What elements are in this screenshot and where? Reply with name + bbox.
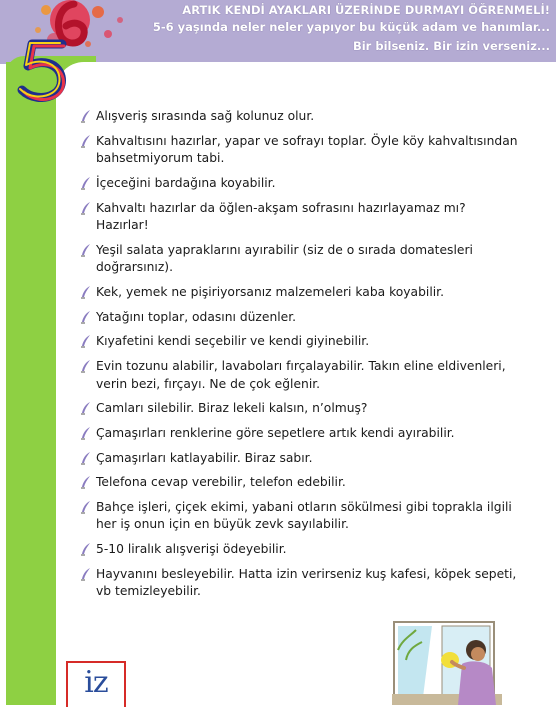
quill-pen-icon [80,176,92,190]
list-item-line2: vb temizleyebilir. [96,584,201,599]
list-item-line1: Telefona cevap verebilir, telefon edebilir. [96,475,346,490]
list-item [80,499,540,534]
logo-text: iz [84,665,108,700]
list-item-line1: Camları silebilir. Biraz lekeli kalsın, n’olmuş? [96,401,368,416]
list-item-line1: Kıyafetini kendi seçebilir ve kendi giyinebilir. [96,334,370,349]
list-item [80,425,540,443]
list-item-line1: Kek, yemek ne pişiriyorsanız malzemeleri kaba koyabilir. [96,284,444,299]
header-subtitle: 5-6 yaşında neler neler yapıyor bu küçük adam ve hanımlar... [152,20,550,34]
quill-pen-icon [80,451,92,465]
big-number-five [12,36,74,102]
list-item-line1: Alışveriş sırasında sağ kolunuz olur. [96,109,315,123]
quill-pen-icon [80,475,92,489]
quill-pen-icon [80,201,92,215]
quill-pen-icon [80,134,92,148]
quill-pen-icon [80,334,92,348]
quill-pen-icon [80,426,92,440]
list-item-line1: Kahvaltı hazırlar da öğlen-akşam sofrasını hazırlayamaz mı? [96,200,466,215]
list-item-line2: Hazırlar! [96,218,149,233]
list-item [80,242,540,277]
quill-pen-icon [80,401,92,415]
list-item-line2: her iş onun için en büyük zevk sayılabilir. [96,517,349,532]
quill-pen-icon [80,542,92,556]
list-item-line2: verin bezi, fırçayı. Ne de çok eğlenir. [96,376,321,391]
quill-pen-icon [80,567,92,581]
list-item [80,541,540,559]
list-item [80,284,540,302]
list-item-line2: bahsetmiyorum tabi. [96,151,225,166]
quill-pen-icon [80,359,92,373]
list-item [80,133,540,168]
list-item-line1: 5-10 liralık alışverişi ödeyebilir. [96,542,287,557]
list-item-line1: Hayvanını besleyebilir. Hatta izin verirseniz kuş kafesi, köpek sepeti, [96,566,517,581]
header-title: ARTIK KENDİ AYAKLARI ÜZERİNDE DURMAYI ÖĞRENMELİ! [182,3,550,17]
list-item [80,474,540,492]
list-item [80,309,540,327]
list-item-line1: Çamaşırları katlayabilir. Biraz sabır. [96,450,313,465]
list-item [80,400,540,418]
list-item-line1: Kahvaltısını hazırlar, yapar ve sofrayı toplar. Öyle köy kahvaltısından [96,133,518,148]
list-item-line1: Çamaşırları renklerine göre sepetlere artık kendi ayırabilir. [96,425,455,440]
activity-list [80,108,540,608]
list-item [80,108,540,126]
list-item [80,333,540,351]
list-item-line1: İçeceğini bardağına koyabilir. [96,175,276,190]
header-banner [0,0,556,64]
sidebar-green-strip [6,62,56,705]
quill-pen-icon [80,109,92,123]
quill-pen-icon [80,243,92,257]
list-item [80,566,540,601]
list-item-line1: Yeşil salata yapraklarını ayırabilir (siz de o sırada domatesleri [96,242,473,257]
quill-pen-icon [80,310,92,324]
list-item-line1: Evin tozunu alabilir, lavaboları fırçalayabilir. Takın eline eldivenleri, [96,359,506,373]
list-item [80,175,540,193]
quill-pen-icon [80,500,92,514]
iz-logo [66,661,126,707]
quill-pen-icon [80,285,92,299]
list-item [80,200,540,235]
list-item-line1: Bahçe işleri, çiçek ekimi, yabani otların sökülmesi gibi toprakla ilgili [96,499,512,514]
header-tagline: Bir bilseniz. Bir izin verseniz... [352,39,550,53]
list-item-line2: doğrarsınız). [96,260,173,275]
list-item [80,450,540,468]
child-cleaning-window-illustration [392,620,556,705]
list-item [80,358,540,393]
list-item-line1: Yatağını toplar, odasını düzenler. [96,309,297,324]
